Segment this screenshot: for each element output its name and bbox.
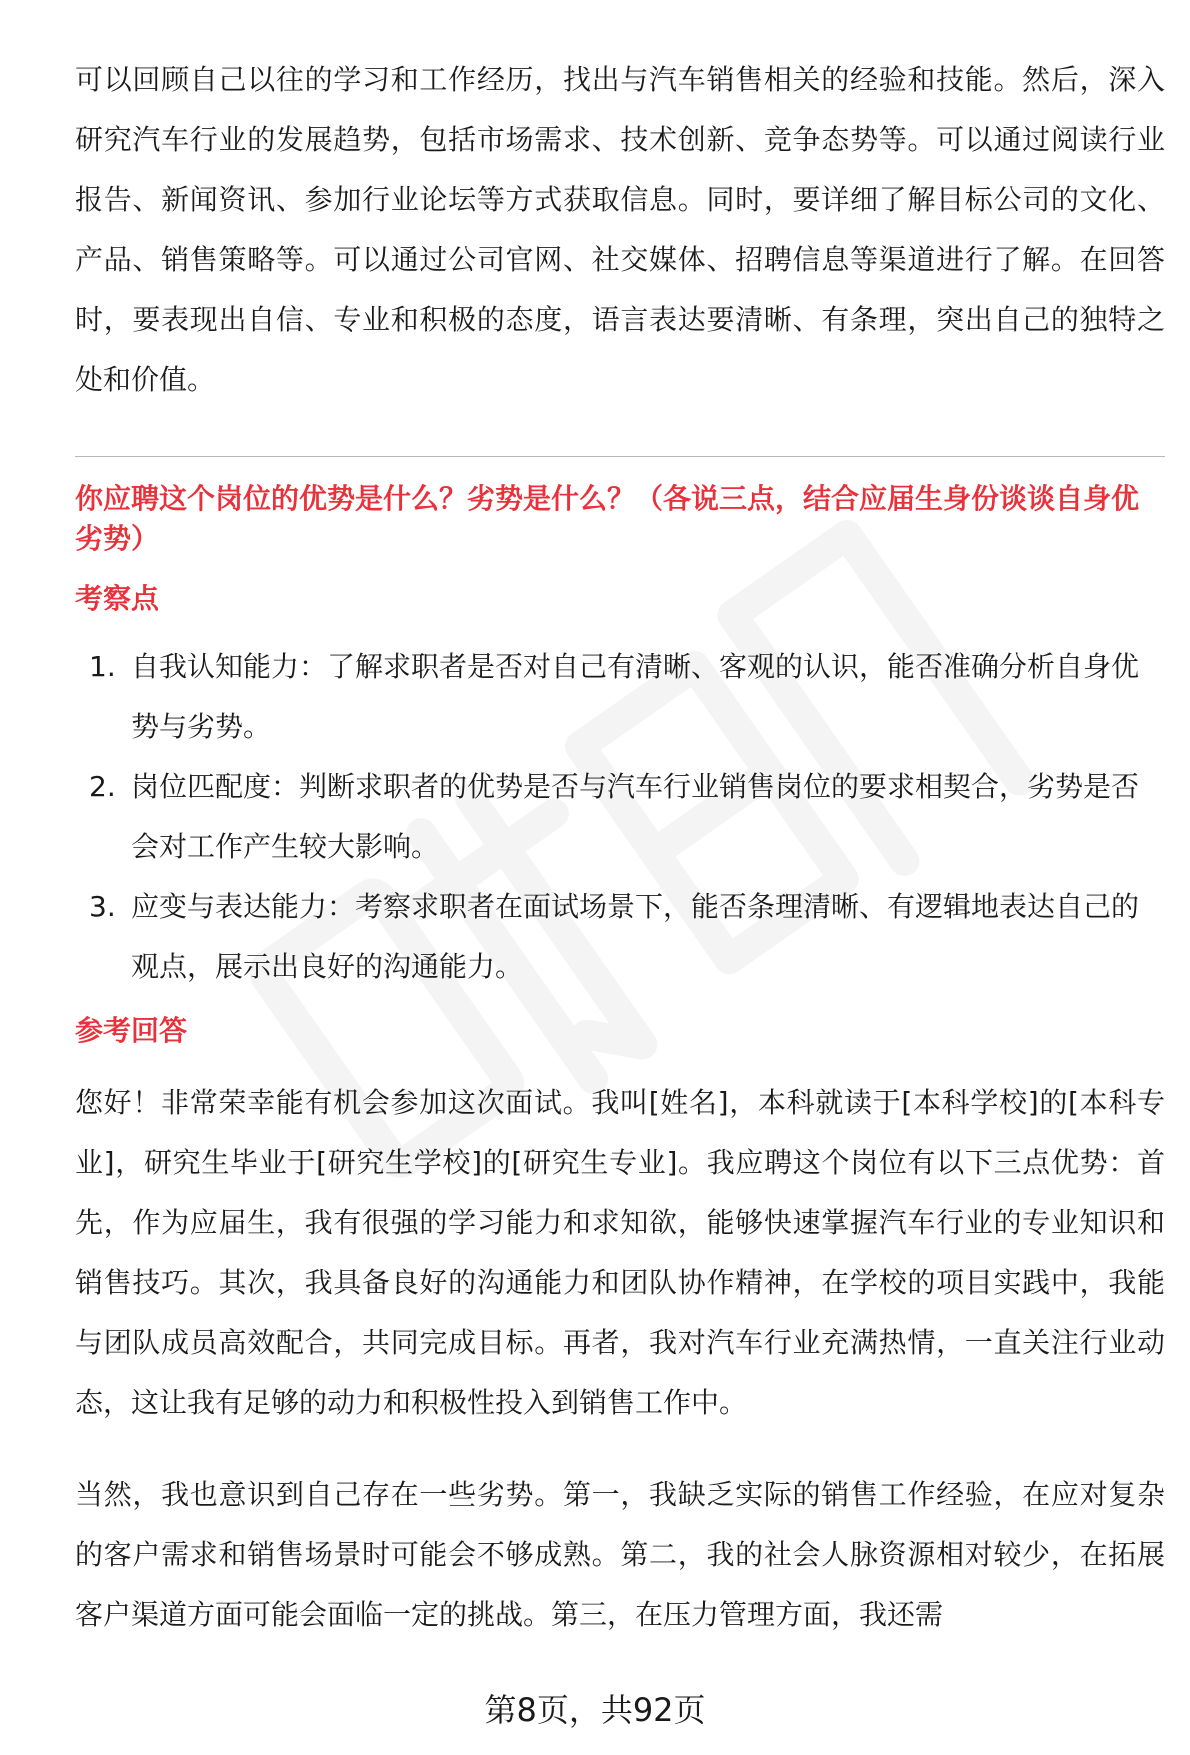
list-item-number: 1. [89,650,116,683]
list-item [75,877,1165,997]
list-item-text: 自我认知能力：了解求职者是否对自己有清晰、客观的认识，能否准确分析自身优势与劣势。 [131,650,1140,743]
list-item [75,637,1165,757]
document-content [75,50,1165,1645]
intro-paragraph: 可以回顾自己以往的学习和工作经历，找出与汽车销售相关的经验和技能。然后，深入研究汽车行业的发展趋势，包括市场需求、技术创新、竞争态势等。可以通过阅读行业报告、新闻资讯、参加行业论坛等方式获取信息。同时，要详细了解目标公司的文化、产品、销售策略等。可以通过公司官网、社交媒体、招聘信息等渠道进行了解。在回答时，要表现出自信、专业和积极的态度，语言表达要清晰、有条理，突出自己的独特之处和价值。 [75,63,1165,396]
answer-heading: 参考回答 [75,1014,188,1047]
list-item-number: 2. [89,770,116,803]
examination-points-list [75,637,1165,997]
answer-paragraph-strengths: 您好！非常荣幸能有机会参加这次面试。我叫[姓名]，本科就读于[本科学校]的[本科专业]，研究生毕业于[研究生学校]的[研究生专业]。我应聘这个岗位有以下三点优势：首先，作为应届生，我有很强的学习能力和求知欲，能够快速掌握汽车行业的专业知识和销售技巧。其次，我具备良好的沟通能力和团队协作精神，在学校的项目实践中，我能与团队成员高效配合，共同完成目标。再者，我对汽车行业充满热情，一直关注行业动态，这让我有足够的动力和积极性投入到销售工作中。 [75,1086,1165,1419]
question-heading: 你应聘这个岗位的优势是什么？劣势是什么？（各说三点，结合应届生身份谈谈自身优劣势） [75,482,1140,555]
list-item-text: 岗位匹配度：判断求职者的优势是否与汽车行业销售岗位的要求相契合，劣势是否会对工作产生较大影响。 [131,770,1140,863]
examination-heading: 考察点 [75,582,160,615]
list-item [75,757,1165,877]
list-item-text: 应变与表达能力：考察求职者在面试场景下，能否条理清晰、有逻辑地表达自己的观点，展示出良好的沟通能力。 [131,890,1140,983]
page-number-footer: 第8页，共92页 [484,1691,706,1729]
list-item-number: 3. [89,890,116,923]
section-divider [75,456,1165,457]
answer-paragraph-weaknesses: 当然，我也意识到自己存在一些劣势。第一，我缺乏实际的销售工作经验，在应对复杂的客户需求和销售场景时可能会不够成熟。第二，我的社会人脉资源相对较少，在拓展客户渠道方面可能会面临一定的挑战。第三，在压力管理方面，我还需 [75,1478,1165,1631]
